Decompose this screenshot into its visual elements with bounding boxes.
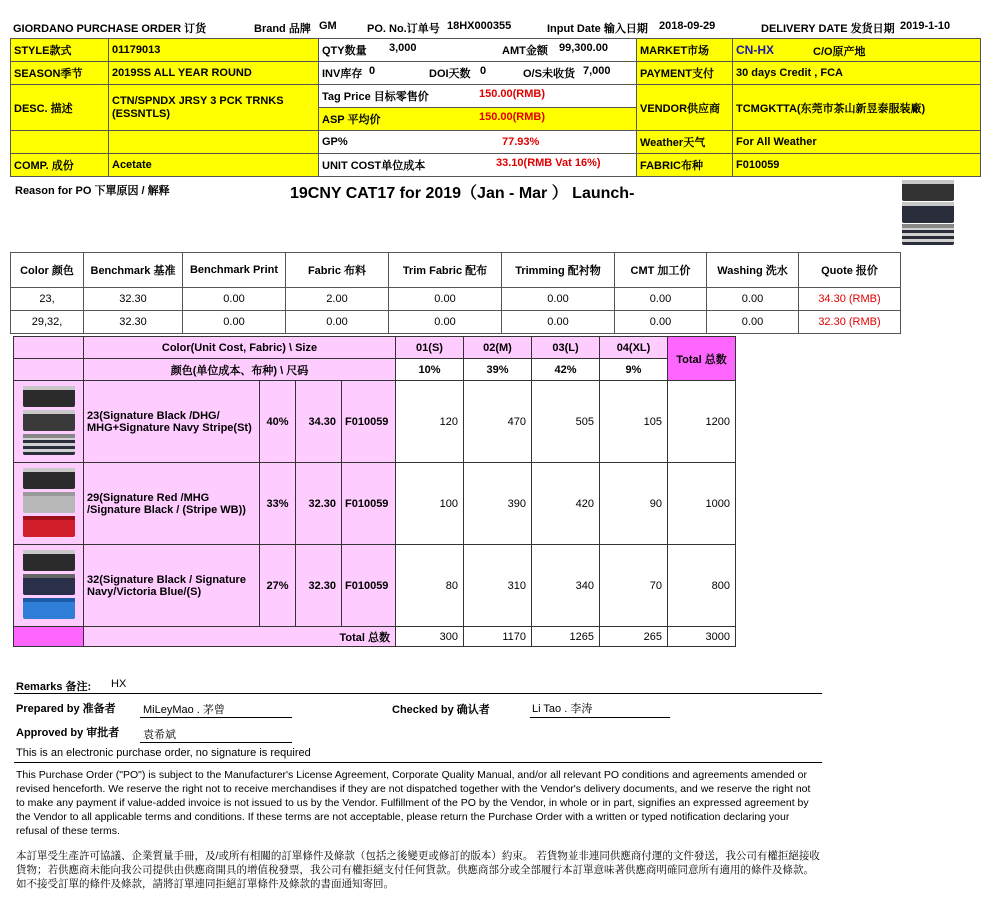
cost-header: Trim Fabric 配布 [389, 253, 502, 288]
amt-value: 99,300.00 [559, 42, 608, 54]
payment-label: PAYMENT支付 [637, 62, 733, 85]
table-cell: 0.00 [183, 311, 286, 334]
table-cell: 0.00 [615, 311, 707, 334]
empty-cell [14, 359, 84, 381]
color-swatch-32 [14, 545, 84, 627]
reason-label: Reason for PO 下單原因 / 解释 [15, 185, 170, 197]
color-swatch-23 [14, 381, 84, 463]
inv-value: 0 [369, 65, 376, 77]
size-header: 01(S) [396, 337, 464, 359]
weather-label: Weather天气 [637, 131, 733, 154]
prepared-by-label: Prepared by 准备者 [16, 703, 116, 715]
qty-amt-cell [319, 39, 637, 62]
color-name: 23(Signature Black /DHG/ MHG+Signature Navy Stripe(St) [84, 381, 260, 463]
input-date: 2018-09-29 [659, 20, 716, 32]
color-pct: 27% [260, 545, 296, 627]
po-title: GIORDANO PURCHASE ORDER 订货 [13, 23, 207, 35]
color-pct: 33% [260, 463, 296, 545]
comp-value: Acetate [109, 154, 319, 177]
market-label: MARKET市场 [637, 39, 733, 62]
delivery-date-label: DELIVERY DATE 发货日期 [761, 23, 895, 35]
total-cell: 1170 [464, 627, 532, 647]
os-value: 7,000 [583, 65, 611, 77]
order-info-table [10, 38, 981, 177]
qty-cell: 100 [396, 463, 464, 545]
total-label: Total 总数 [84, 627, 396, 647]
signature-line [140, 742, 292, 743]
asp-cell [319, 108, 637, 131]
empty-cell [11, 131, 109, 154]
total-cell: 1265 [532, 627, 600, 647]
qty-cell: 105 [600, 381, 668, 463]
empty-cell [14, 337, 84, 359]
season-value: 2019SS ALL YEAR ROUND [109, 62, 319, 85]
qty-label: QTY数量 [322, 45, 367, 57]
os-label: O/S未收货 [523, 68, 575, 80]
delivery-date: 2019-1-10 [900, 20, 951, 32]
tag-price-value: 150.00(RMB) [479, 88, 546, 100]
color-header-cn: 颜色(单位成本、布种) \ 尺码 [84, 359, 396, 381]
table-cell: 0.00 [502, 288, 615, 311]
desc-value: CTN/SPNDX JRSY 3 PCK TRNKS (ESSNTLS) [109, 85, 319, 131]
vendor-label: VENDOR供应商 [637, 85, 733, 131]
table-cell: 23, [11, 288, 84, 311]
desc-label: DESC. 描述 [11, 85, 109, 131]
color-fabric: F010059 [342, 463, 396, 545]
table-cell: 29,32, [11, 311, 84, 334]
brand-value: GM [319, 20, 337, 32]
size-pct: 10% [396, 359, 464, 381]
size-header: 02(M) [464, 337, 532, 359]
color-name: 29(Signature Red /MHG /Signature Black / (Stripe WB)) [84, 463, 260, 545]
table-cell: 0.00 [389, 311, 502, 334]
table-cell: 0.00 [389, 288, 502, 311]
checked-by-value: Li Tao . 李涛 [532, 703, 593, 715]
color-swatch-29 [14, 463, 84, 545]
qty-cell: 390 [464, 463, 532, 545]
style-label: STYLE款式 [11, 39, 109, 62]
total-header: Total 总数 [668, 337, 736, 381]
table-cell: 32.30 [84, 311, 183, 334]
grand-total: 3000 [668, 627, 736, 647]
esign-note: This is an electronic purchase order, no signature is required [16, 747, 311, 759]
approved-by-value: 袁希斌 [143, 729, 176, 741]
table-cell: 0.00 [286, 311, 389, 334]
amt-label: AMT金额 [502, 45, 548, 57]
totals-row [14, 627, 736, 647]
color-cost: 32.30 [296, 545, 342, 627]
weather-value: For All Weather [733, 131, 981, 154]
doi-label: DOI天数 [429, 68, 471, 80]
table-row [11, 288, 901, 311]
doi-value: 0 [480, 65, 487, 77]
po-number: 18HX000355 [447, 20, 512, 32]
input-date-label: Input Date 输入日期 [547, 23, 648, 35]
vendor-value: TCMGKTTA(东莞市茶山新昱泰服装廠) [733, 85, 981, 131]
style-value: 01179013 [109, 39, 319, 62]
terms-english: This Purchase Order ("PO") is subject to the Manufacturer's License Agreement, Corporate Quality Manual, and/or all relevant PO conditions and agreements amended or revised henceforth. We reserve the right not to receive merchandises if they are not dispatched together with the Vendor's delivery documents, and we reserve the right not to make any payment if value-added invoice is not issued to us by the Vendor. Fulfillment of the PO by the Vendor, in whole or in part, signifies an expressed agreement by the Vendor to all applicable terms and conditions. If these terms are not acceptable, please return the Purchase Order with a written or typed notification declaring your refusal of these terms. [16, 769, 811, 837]
table-cell: 0.00 [183, 288, 286, 311]
table-cell: 2.00 [286, 288, 389, 311]
qty-cell: 420 [532, 463, 600, 545]
table-cell: 0.00 [707, 311, 799, 334]
unit-cost-label: UNIT COST单位成本 [322, 160, 426, 172]
remarks-value: HX [111, 678, 127, 690]
qty-cell: 340 [532, 545, 600, 627]
po-number-label: PO. No.订单号 [367, 23, 440, 35]
color-fabric: F010059 [342, 381, 396, 463]
table-row [14, 463, 736, 545]
total-cell: 300 [396, 627, 464, 647]
cost-header: Fabric 布料 [286, 253, 389, 288]
cost-header: Trimming 配衬物 [502, 253, 615, 288]
unit-cost-value: 33.10(RMB Vat 16%) [496, 157, 601, 169]
table-row [14, 545, 736, 627]
launch-title: 19CNY CAT17 for 2019（Jan - Mar ） Launch- [290, 185, 635, 202]
row-total: 1200 [668, 381, 736, 463]
color-header-en: Color(Unit Cost, Fabric) \ Size [84, 337, 396, 359]
cost-header: Color 颜色 [11, 253, 84, 288]
row-total: 800 [668, 545, 736, 627]
size-pct: 39% [464, 359, 532, 381]
product-image [900, 180, 958, 260]
prepared-by-value: MiLeyMao . 茅曾 [143, 704, 225, 716]
qty-cell: 70 [600, 545, 668, 627]
table-cell: 0.00 [615, 288, 707, 311]
qty-cell: 90 [600, 463, 668, 545]
total-cell: 265 [600, 627, 668, 647]
asp-label: ASP 平均价 [322, 114, 381, 126]
row-total: 1000 [668, 463, 736, 545]
table-cell: 0.00 [707, 288, 799, 311]
qty-cell: 470 [464, 381, 532, 463]
qty-cell: 505 [532, 381, 600, 463]
cost-header: Benchmark Print [183, 253, 286, 288]
table-cell: 32.30 [84, 288, 183, 311]
color-cost: 32.30 [296, 463, 342, 545]
cost-header: Washing 洗水 [707, 253, 799, 288]
table-row [14, 381, 736, 463]
qty-cell: 120 [396, 381, 464, 463]
color-cost: 34.30 [296, 381, 342, 463]
qty-value: 3,000 [389, 42, 417, 54]
market-value: CN-HX [736, 43, 774, 57]
inventory-cell [319, 62, 637, 85]
quote-cell: 32.30 (RMB) [799, 311, 901, 334]
quote-cell: 34.30 (RMB) [799, 288, 901, 311]
tag-price-label: Tag Price 目标零售价 [322, 91, 429, 103]
empty-cell [109, 131, 319, 154]
size-header: 04(XL) [600, 337, 668, 359]
divider [14, 762, 822, 763]
empty-cell [14, 627, 84, 647]
fabric-label: FABRIC布种 [637, 154, 733, 177]
table-row [11, 311, 901, 334]
signature-line [530, 717, 670, 718]
checked-by-label: Checked by 确认者 [392, 704, 490, 716]
cost-header: Quote 报价 [799, 253, 901, 288]
size-pct: 9% [600, 359, 668, 381]
gp-label: GP% [322, 136, 348, 148]
color-name: 32(Signature Black / Signature Navy/Victoria Blue/(S) [84, 545, 260, 627]
color-fabric: F010059 [342, 545, 396, 627]
po-header [10, 18, 980, 36]
size-breakdown-table [13, 336, 736, 647]
cost-header: CMT 加工价 [615, 253, 707, 288]
terms-chinese: 本訂單受生產許可協議、企業質量手冊，及/或所有相關的訂單條件及條款（包括之後變更或修訂的版本）約束。 若貨物並非連同供應商付運的文件發送，我公司有權拒絕接收貨物；若供應商未能向我公司提供由供應商開具的增值稅發票，我公司有權拒絕支付任何貨款。供應商部分或全部履行本訂單意味著供應商明確同意所有適用的條件及條款。如不接受訂單的條件及條款，請將訂單連同拒絕訂單條件及條款的書面通知寄回。 [16, 850, 820, 890]
size-header: 03(L) [532, 337, 600, 359]
qty-cell: 310 [464, 545, 532, 627]
table-cell: 0.00 [502, 311, 615, 334]
payment-value: 30 days Credit , FCA [733, 62, 981, 85]
cost-breakdown-table [10, 252, 901, 334]
asp-value: 150.00(RMB) [479, 111, 546, 123]
season-label: SEASON季节 [11, 62, 109, 85]
tag-price-cell [319, 85, 637, 108]
remarks-label: Remarks 备注: [16, 681, 92, 693]
market-cell [733, 39, 981, 62]
origin-label: C/O原产地 [813, 46, 866, 58]
color-pct: 40% [260, 381, 296, 463]
gp-cell [319, 131, 637, 154]
unit-cost-cell [319, 154, 637, 177]
size-pct: 42% [532, 359, 600, 381]
fabric-value: F010059 [733, 154, 981, 177]
divider [14, 693, 822, 694]
signature-line [140, 717, 292, 718]
qty-cell: 80 [396, 545, 464, 627]
inv-label: INV库存 [322, 68, 363, 80]
brand-label: Brand 品牌 [254, 23, 311, 35]
comp-label: COMP. 成份 [11, 154, 109, 177]
approved-by-label: Approved by 审批者 [16, 727, 120, 739]
cost-header: Benchmark 基准 [84, 253, 183, 288]
gp-value: 77.93% [502, 136, 540, 148]
